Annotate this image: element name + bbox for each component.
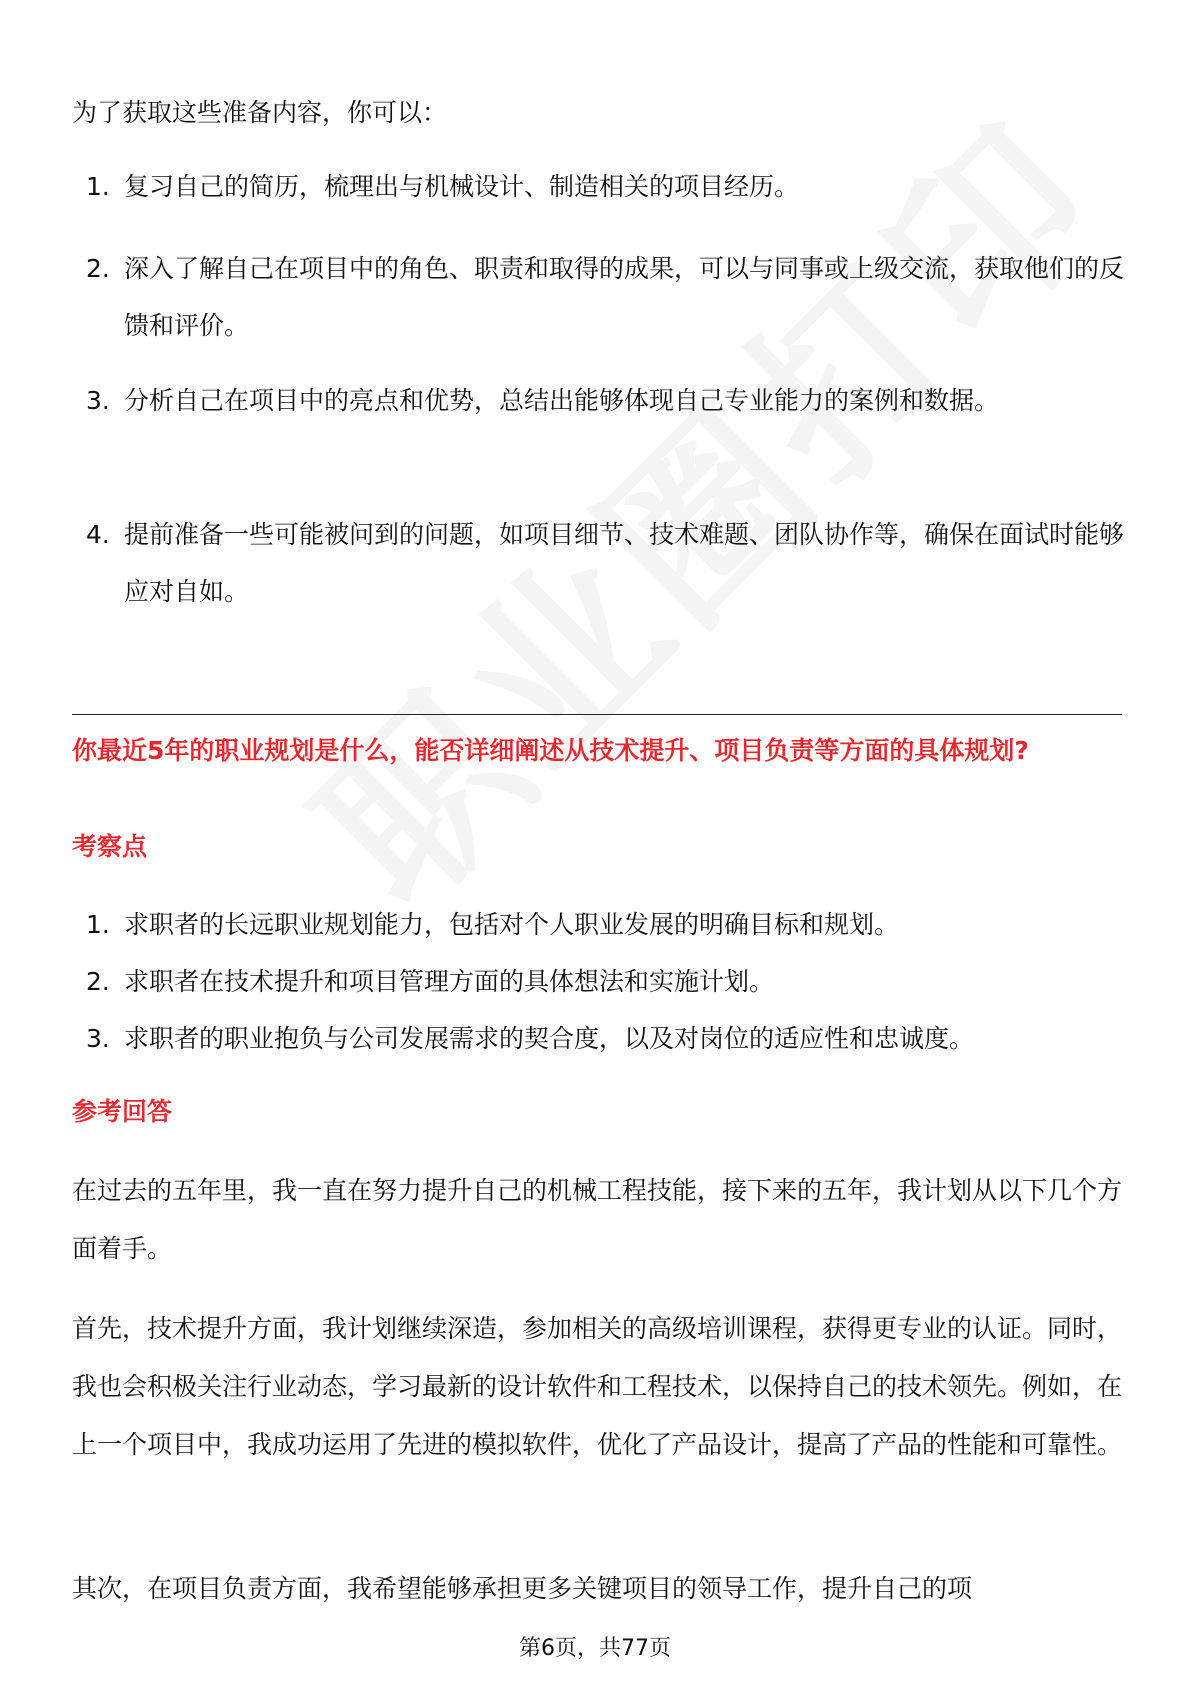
list-item-text: 提前准备一些可能被问到的问题，如项目细节、技术难题、团队协作等，确保在面试时能够应对自如。 (124, 520, 1125, 606)
list-item-text: 深入了解自己在项目中的角色、职责和取得的成果，可以与同事或上级交流，获取他们的反馈和评价。 (124, 254, 1125, 340)
list-number: 4. (86, 520, 110, 549)
list-item-text: 复习自己的简历，梳理出与机械设计、制造相关的项目经历。 (124, 172, 800, 201)
watermark (250, 0, 1190, 953)
list-number: 3. (86, 1024, 110, 1053)
list-number: 1. (86, 172, 110, 201)
list-item (72, 896, 1122, 953)
list-item-text: 求职者在技术提升和项目管理方面的具体想法和实施计划。 (124, 967, 775, 996)
list-item-text: 分析自己在项目中的亮点和优势，总结出能够体现自己专业能力的案例和数据。 (124, 386, 1000, 415)
list-number: 1. (86, 910, 110, 939)
list-item (72, 158, 1122, 215)
answer-paragraph: 首先，技术提升方面，我计划继续深造，参加相关的高级培训课程，获得更专业的认证。同时，我也会积极关注行业动态，学习最新的设计软件和工程技术，以保持自己的技术领先。例如，在上一个项目中，我成功运用了先进的模拟软件，优化了产品设计，提高了产品的性能和可靠性。 (72, 1314, 1123, 1459)
page-number-footer: 第6页，共77页 (519, 1636, 671, 1661)
interview-question: 你最近5年的职业规划是什么，能否详细阐述从技术提升、项目负责等方面的具体规划? (72, 736, 1029, 765)
answer-paragraph: 在过去的五年里，我一直在努力提升自己的机械工程技能，接下来的五年，我计划从以下几个方面着手。 (72, 1176, 1123, 1263)
list-item (72, 240, 1125, 354)
section-divider (72, 714, 1122, 715)
answer-paragraph: 其次，在项目负责方面，我希望能够承担更多关键项目的领导工作，提升自己的项 (72, 1574, 973, 1603)
list-number: 2. (86, 967, 110, 996)
intro-text: 为了获取这些准备内容，你可以： (72, 98, 448, 127)
exam-points-list (72, 896, 1122, 1067)
list-number: 2. (86, 254, 110, 283)
answer-heading: 参考回答 (72, 1097, 173, 1126)
list-number: 3. (86, 386, 110, 415)
list-item (72, 506, 1125, 620)
list-item-text: 求职者的职业抱负与公司发展需求的契合度，以及对岗位的适应性和忠诚度。 (124, 1024, 975, 1053)
exam-points-heading: 考察点 (72, 832, 148, 861)
list-item (72, 1010, 1122, 1067)
list-item-text: 求职者的长远职业规划能力，包括对个人职业发展的明确目标和规划。 (124, 910, 900, 939)
list-item (72, 953, 1122, 1010)
list-item (72, 372, 1122, 429)
